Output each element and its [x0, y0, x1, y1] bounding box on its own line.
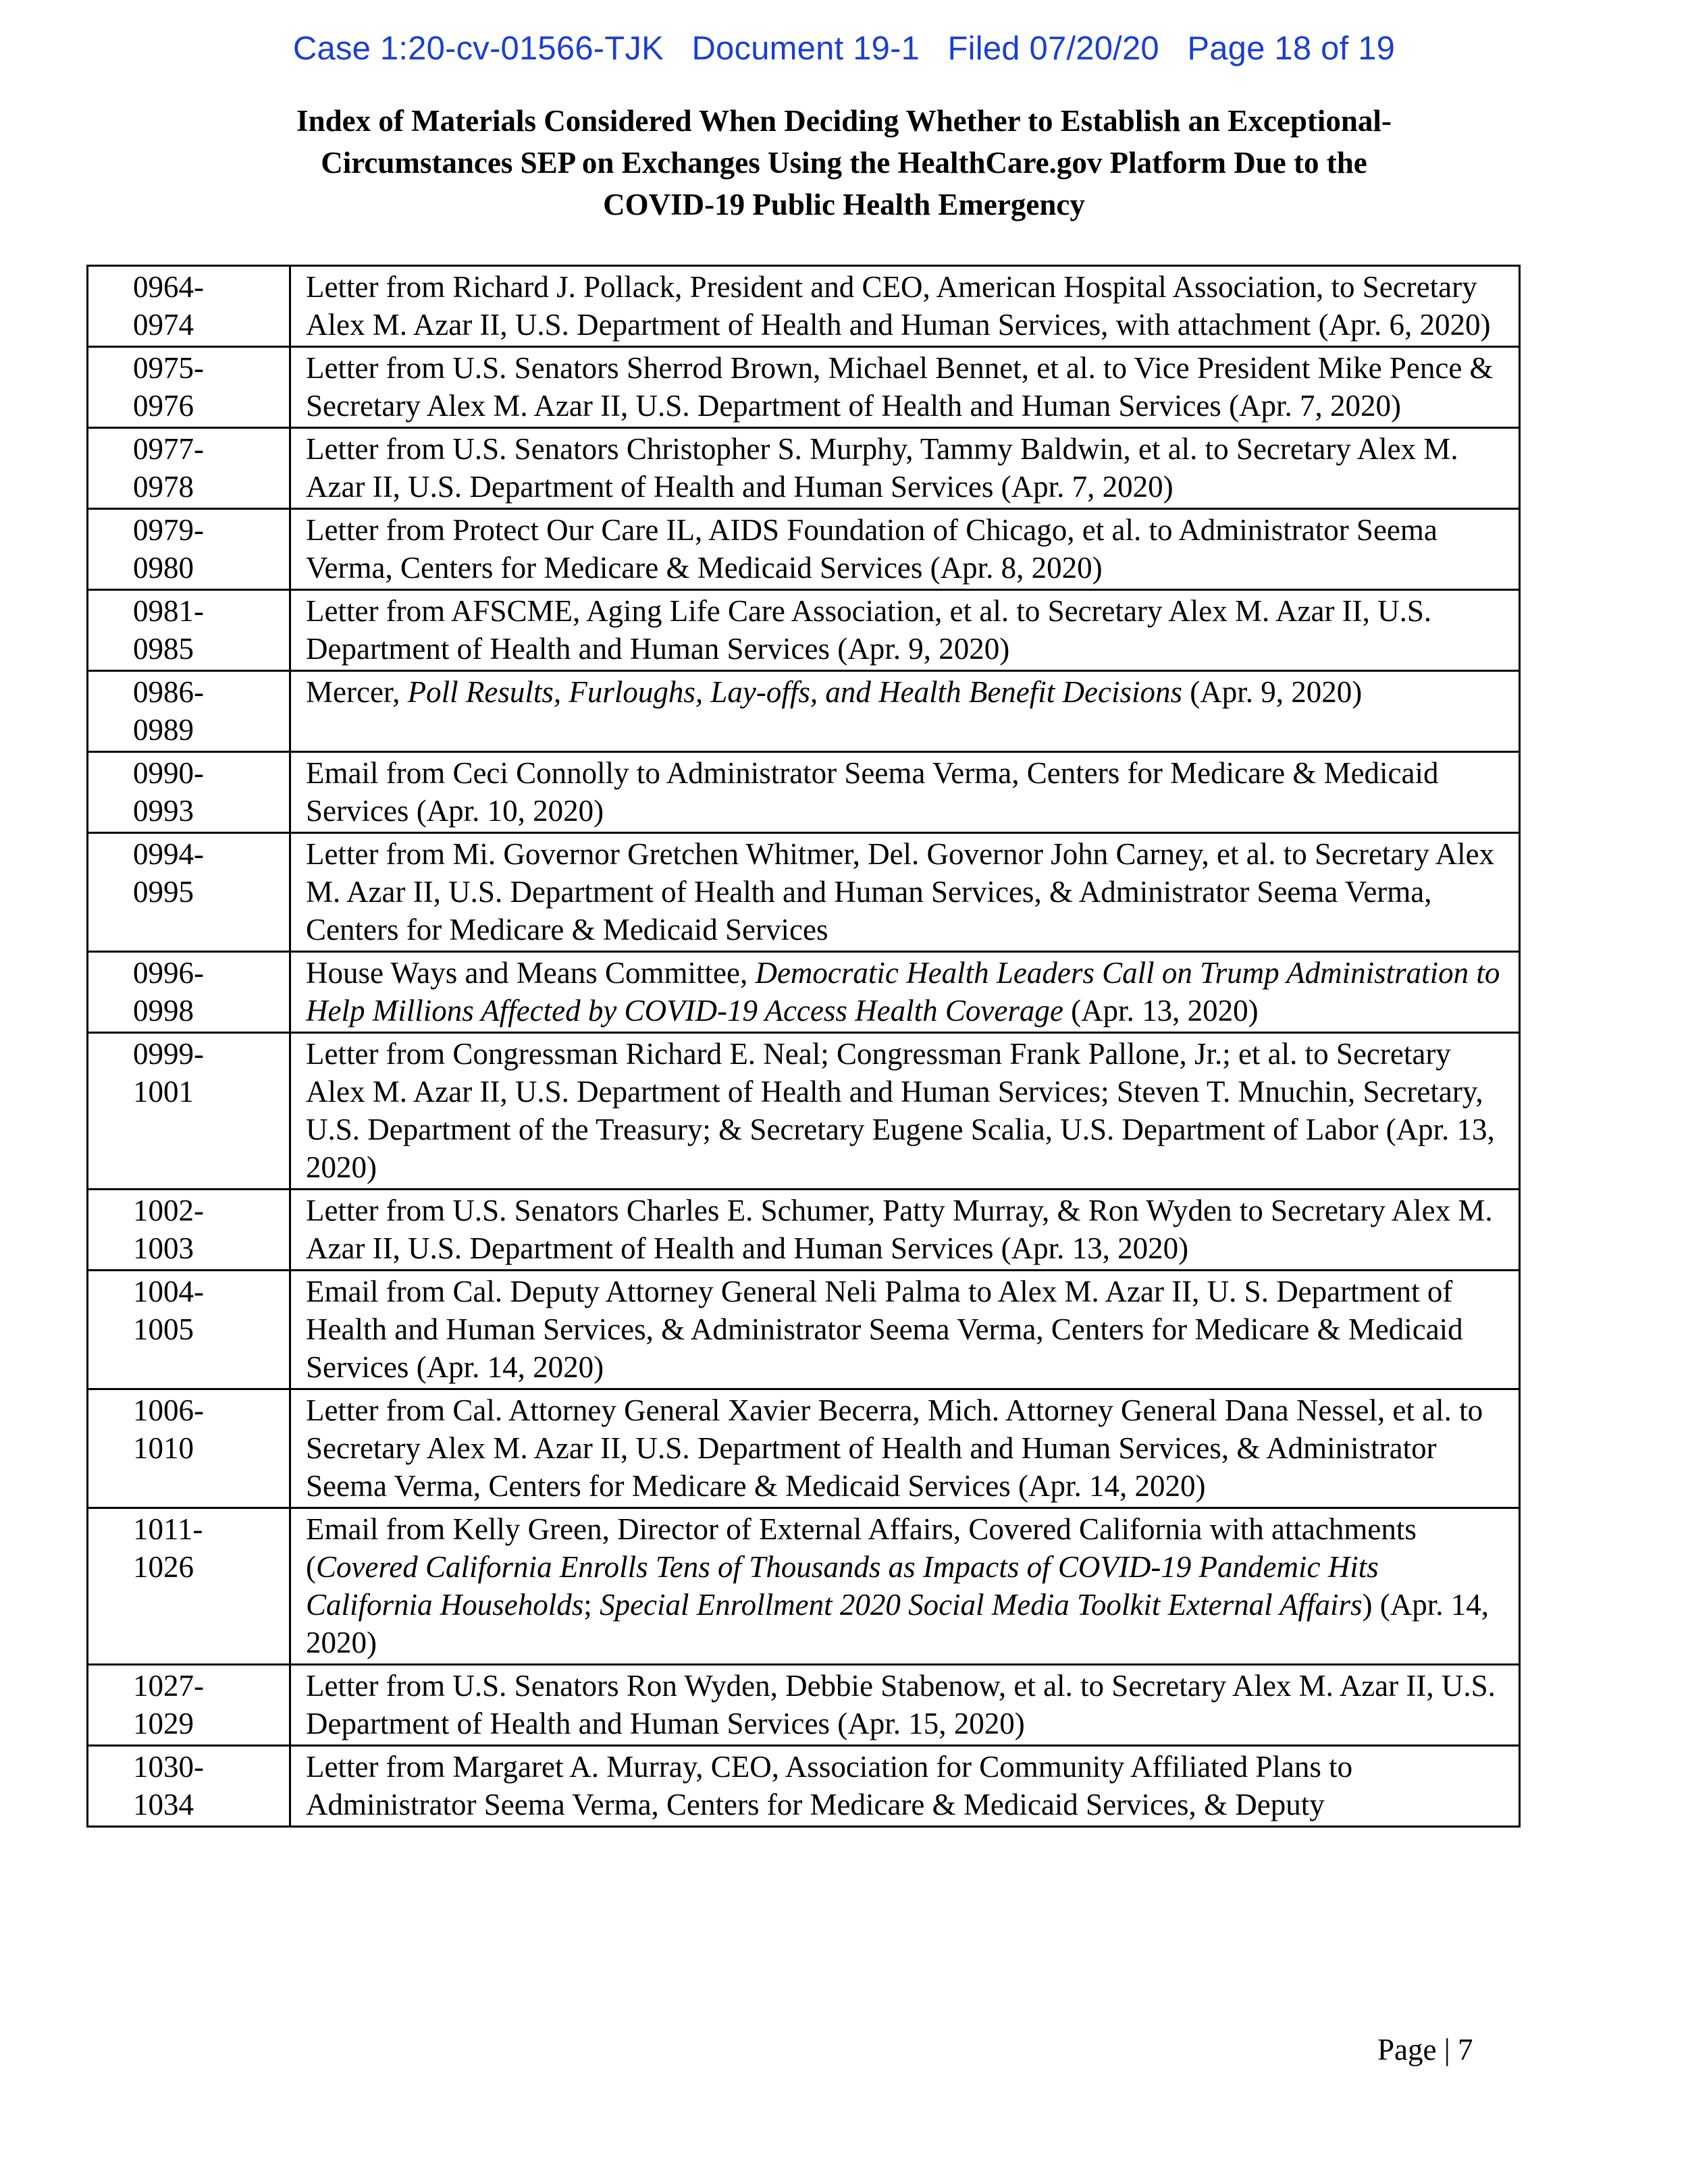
bates-range	[133, 349, 289, 425]
table-row	[88, 1033, 1520, 1190]
table-row	[88, 509, 1520, 590]
description-text: (Apr. 13, 2020)	[1063, 994, 1259, 1028]
page-footer: Page | 7	[1377, 2033, 1473, 2067]
bates-end: 0998	[133, 994, 194, 1028]
bates-end: 0995	[133, 875, 194, 909]
bates-start: 0979-	[133, 513, 204, 547]
bates-range	[133, 754, 289, 830]
description-cell	[290, 952, 1520, 1033]
description-text: House Ways and Means Committee,	[306, 956, 756, 990]
table-row	[88, 1746, 1520, 1827]
bates-end: 0980	[133, 551, 194, 585]
description-text: Letter from Richard J. Pollack, President and CEO, American Hospital Association, to Secretary Alex M. Azar II, U.S. Department of Health and Human Services, with attachment (Apr. 6, 2020)	[306, 270, 1491, 342]
description-text: Letter from Mi. Governor Gretchen Whitmer, Del. Governor John Carney, et al. to Secretary Alex M. Azar II, U.S. Department of Health and Human Services, & Administrator Seema Verma, Centers for Medicare & Medicaid Services	[306, 837, 1495, 947]
description-text: Letter from Protect Our Care IL, AIDS Foundation of Chicago, et al. to Administrator Seema Verma, Centers for Medicare & Medicaid Services (Apr. 8, 2020)	[306, 513, 1438, 585]
table-row	[88, 347, 1520, 428]
filed-date: Filed 07/20/20	[947, 30, 1159, 67]
bates-end: 0989	[133, 713, 194, 747]
bates-range-cell	[88, 347, 290, 428]
bates-start: 0977-	[133, 432, 204, 466]
bates-end: 0974	[133, 308, 194, 342]
description-cell	[290, 1389, 1520, 1508]
bates-range-cell	[88, 266, 290, 347]
description-cell	[290, 347, 1520, 428]
bates-start: 1004-	[133, 1275, 204, 1308]
bates-range	[133, 835, 289, 911]
bates-start: 1027-	[133, 1669, 204, 1703]
document-title-italic: Covered California Enrolls Tens of Thousands as Impacts of COVID-19 Pandemic Hits California Households	[306, 1550, 1379, 1622]
description-cell	[290, 1746, 1520, 1827]
description-text: ) (Apr. 14, 2020)	[306, 1588, 1489, 1659]
description-cell	[290, 1190, 1520, 1271]
table-row	[88, 266, 1520, 347]
bates-range	[133, 592, 289, 668]
bates-range-cell	[88, 1746, 290, 1827]
table-row	[88, 1271, 1520, 1389]
table-row	[88, 1508, 1520, 1665]
bates-range	[133, 673, 289, 749]
title-line: Circumstances SEP on Exchanges Using the HealthCare.gov Platform Due to the	[321, 146, 1367, 180]
page-of: Page 18 of 19	[1187, 30, 1396, 67]
index-table-body	[88, 266, 1520, 1827]
bates-range-cell	[88, 671, 290, 752]
bates-start: 0964-	[133, 270, 204, 304]
bates-end: 1003	[133, 1231, 194, 1265]
bates-range-cell	[88, 590, 290, 671]
bates-end: 1010	[133, 1431, 194, 1465]
description-text: Email from Kelly Green, Director of External Affairs, Covered California with attachments (	[306, 1512, 1417, 1584]
bates-end: 1034	[133, 1788, 194, 1821]
bates-range	[133, 1748, 289, 1823]
table-row	[88, 1665, 1520, 1746]
description-cell	[290, 752, 1520, 833]
table-row	[88, 952, 1520, 1033]
bates-end: 0978	[133, 470, 194, 504]
title-line: Index of Materials Considered When Deciding Whether to Establish an Exceptional-	[296, 104, 1392, 138]
bates-range-cell	[88, 1508, 290, 1665]
bates-range-cell	[88, 1665, 290, 1746]
bates-range-cell	[88, 1033, 290, 1190]
description-text: Letter from U.S. Senators Ron Wyden, Debbie Stabenow, et al. to Secretary Alex M. Azar II, U.S. Department of Health and Human Services (Apr. 15, 2020)	[306, 1669, 1496, 1740]
bates-range	[133, 511, 289, 587]
table-row	[88, 1389, 1520, 1508]
description-text: Email from Cal. Deputy Attorney General Neli Palma to Alex M. Azar II, U. S. Department of Health and Human Services, & Administrator Seema Verma, Centers for Medicare & Medicaid Services (Apr. 14, 2020)	[306, 1275, 1463, 1384]
description-cell	[290, 833, 1520, 952]
table-row	[88, 833, 1520, 952]
bates-range	[133, 1273, 289, 1348]
description-cell	[290, 671, 1520, 752]
bates-end: 1026	[133, 1550, 194, 1584]
bates-range-cell	[88, 952, 290, 1033]
description-cell	[290, 1033, 1520, 1190]
document-title	[223, 100, 1465, 225]
table-row	[88, 428, 1520, 509]
bates-range	[133, 1192, 289, 1267]
description-text: Letter from AFSCME, Aging Life Care Association, et al. to Secretary Alex M. Azar II, U.S. Department of Health and Human Services (Apr. 9, 2020)	[306, 594, 1432, 666]
description-text: Letter from Congressman Richard E. Neal; Congressman Frank Pallone, Jr.; et al. to Secretary Alex M. Azar II, U.S. Department of Health and Human Services; Steven T. Mnuchin, Secretary, U.S. Department of the Treasury; & Secretary Eugene Scalia, U.S. Department of Labor (Apr. 13, 2020)	[306, 1037, 1495, 1184]
description-cell	[290, 1271, 1520, 1389]
description-text: Letter from U.S. Senators Christopher S. Murphy, Tammy Baldwin, et al. to Secretary Alex M. Azar II, U.S. Department of Health and Human Services (Apr. 7, 2020)	[306, 432, 1458, 504]
bates-start: 0996-	[133, 956, 204, 990]
bates-range-cell	[88, 1389, 290, 1508]
bates-range-cell	[88, 752, 290, 833]
bates-end: 1005	[133, 1312, 194, 1346]
bates-start: 1002-	[133, 1194, 204, 1227]
bates-end: 0976	[133, 389, 194, 423]
title-line: COVID-19 Public Health Emergency	[603, 188, 1085, 221]
table-row	[88, 752, 1520, 833]
bates-range-cell	[88, 1271, 290, 1389]
description-cell	[290, 590, 1520, 671]
bates-start: 0975-	[133, 351, 204, 385]
description-text: Email from Ceci Connolly to Administrator Seema Verma, Centers for Medicare & Medicaid Services (Apr. 10, 2020)	[306, 756, 1439, 828]
document-title-italic: Democratic Health Leaders Call on Trump Administration to Help Millions Affected by COVID-19 Access Health Coverage	[306, 956, 1500, 1028]
bates-range-cell	[88, 1190, 290, 1271]
case-number: Case 1:20-cv-01566-TJK	[292, 30, 664, 67]
description-text: Letter from Cal. Attorney General Xavier Becerra, Mich. Attorney General Dana Nessel, et al. to Secretary Alex M. Azar II, U.S. Department of Health and Human Services, & Administrator Seema Verma, Centers for Medicare & Medicaid Services (Apr. 14, 2020)	[306, 1393, 1483, 1503]
bates-range	[133, 1510, 289, 1586]
bates-start: 0981-	[133, 594, 204, 628]
document-title-italic: Special Enrollment 2020 Social Media Toolkit External Affairs	[600, 1588, 1363, 1622]
bates-range-cell	[88, 509, 290, 590]
description-text: Mercer,	[306, 675, 408, 709]
bates-start: 0994-	[133, 837, 204, 871]
description-cell	[290, 1665, 1520, 1746]
description-cell	[290, 509, 1520, 590]
description-text: Letter from U.S. Senators Charles E. Schumer, Patty Murray, & Ron Wyden to Secretary Alex M. Azar II, U.S. Department of Health and Human Services (Apr. 13, 2020)	[306, 1194, 1493, 1265]
description-cell	[290, 428, 1520, 509]
description-text: (Apr. 9, 2020)	[1182, 675, 1363, 709]
document-title-italic: Poll Results, Furloughs, Lay-offs, and Health Benefit Decisions	[407, 675, 1182, 709]
case-header	[0, 30, 1688, 68]
bates-range	[133, 1035, 289, 1111]
bates-start: 1011-	[133, 1512, 203, 1546]
bates-start: 0990-	[133, 756, 204, 790]
bates-range	[133, 268, 289, 344]
description-text: Letter from Margaret A. Murray, CEO, Association for Community Affiliated Plans to Administrator Seema Verma, Centers for Medicare & Medicaid Services, & Deputy	[306, 1750, 1353, 1821]
table-row	[88, 1190, 1520, 1271]
bates-start: 0986-	[133, 675, 204, 709]
description-text: Letter from U.S. Senators Sherrod Brown, Michael Bennet, et al. to Vice President Mike Pence & Secretary Alex M. Azar II, U.S. Department of Health and Human Services (Apr. 7, 2020)	[306, 351, 1494, 423]
bates-range-cell	[88, 428, 290, 509]
description-text: ;	[583, 1588, 600, 1622]
bates-range	[133, 1667, 289, 1742]
bates-range	[133, 954, 289, 1030]
bates-range-cell	[88, 833, 290, 952]
description-cell	[290, 266, 1520, 347]
bates-range	[133, 430, 289, 506]
bates-start: 0999-	[133, 1037, 204, 1071]
bates-end: 0985	[133, 632, 194, 666]
bates-end: 0993	[133, 794, 194, 828]
bates-end: 1029	[133, 1707, 194, 1740]
materials-index-table	[86, 265, 1521, 1828]
bates-end: 1001	[133, 1075, 194, 1109]
bates-start: 1006-	[133, 1393, 204, 1427]
table-row	[88, 590, 1520, 671]
table-row	[88, 671, 1520, 752]
document-number: Document 19-1	[691, 30, 920, 67]
description-cell	[290, 1508, 1520, 1665]
bates-start: 1030-	[133, 1750, 204, 1784]
bates-range	[133, 1391, 289, 1467]
